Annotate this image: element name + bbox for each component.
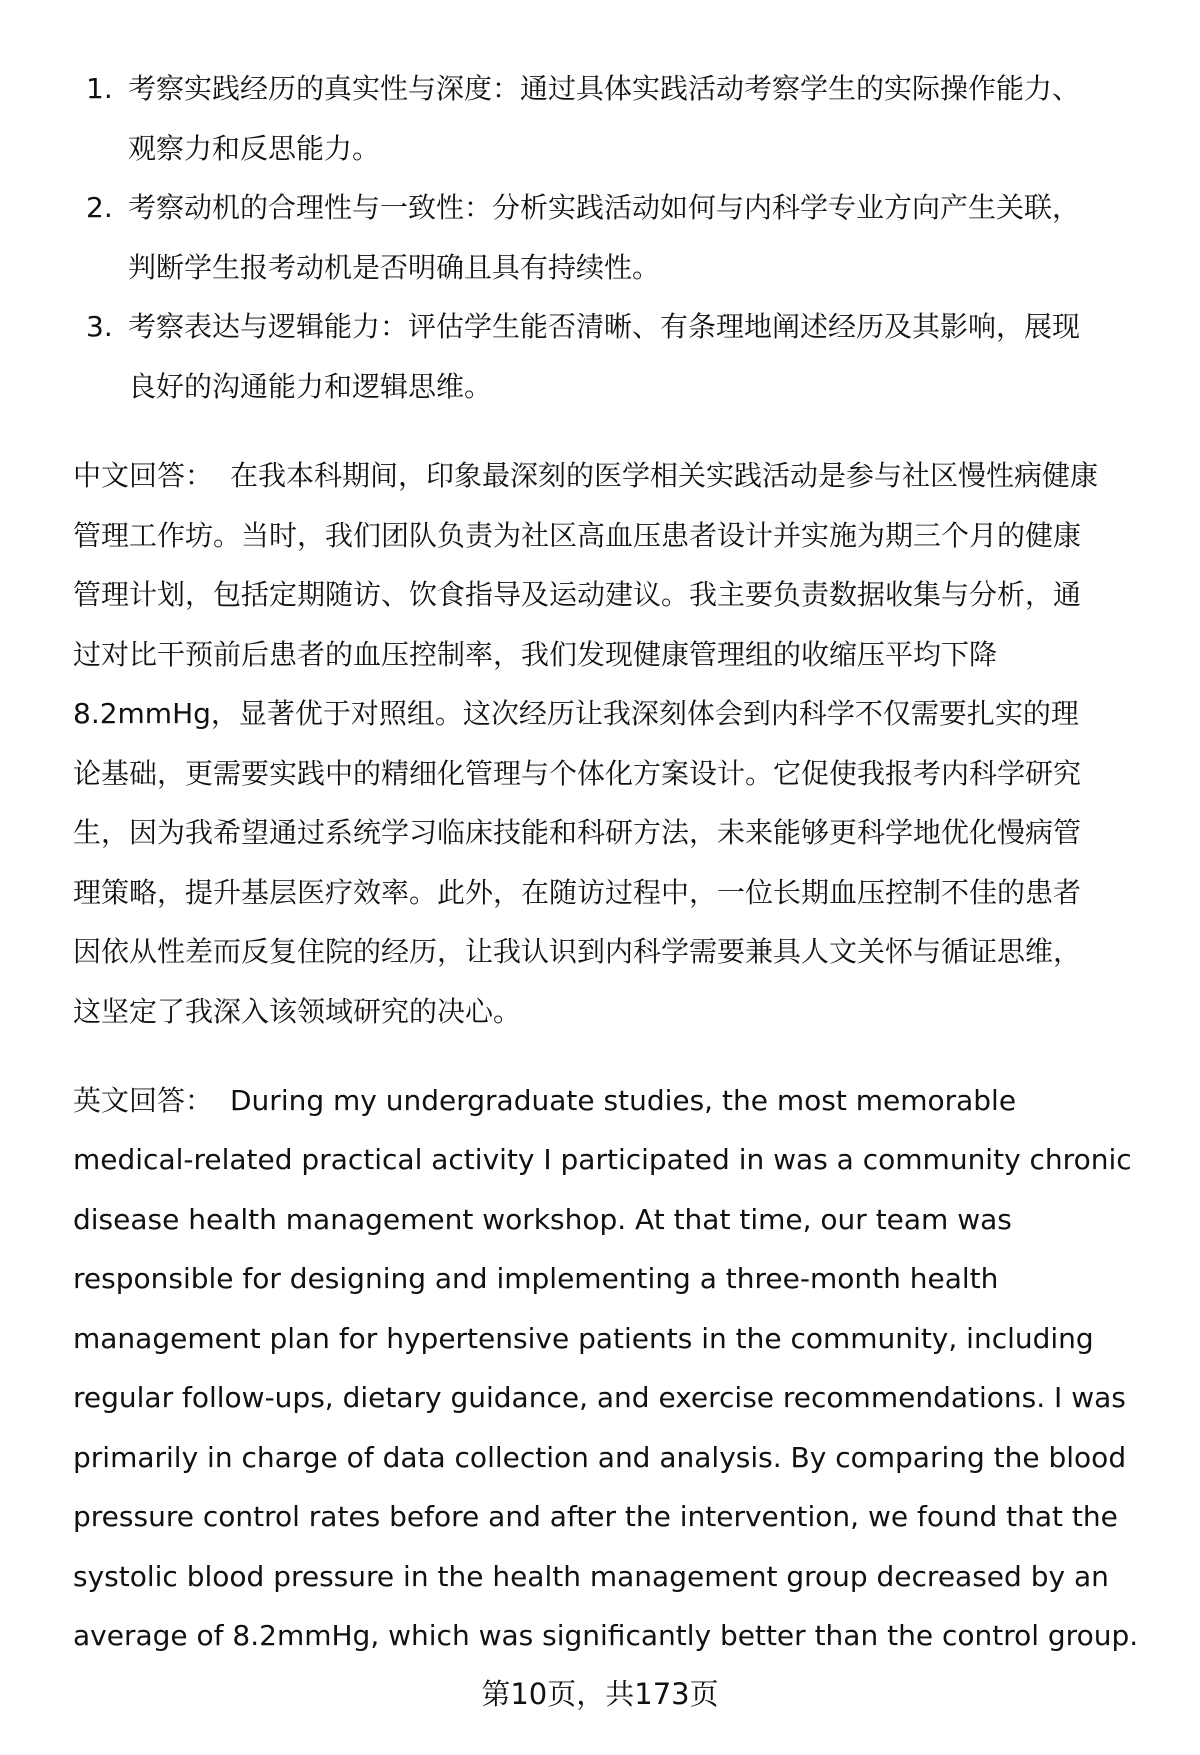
- paragraph-line: 在我本科期间，印象最深刻的医学相关实践活动是参与社区慢性病健康: [230, 459, 1099, 492]
- chinese-answer-label: 中文回答：: [73, 459, 214, 492]
- paragraph-line: 因依从性差而反复住院的经历，让我认识到内科学需要兼具人文关怀与循证思维，: [73, 935, 1082, 968]
- paragraph-line: 生，因为我希望通过系统学习临床技能和科研方法，未来能够更科学地优化慢病管: [73, 816, 1082, 849]
- paragraph-line: systolic blood pressure in the health management group decreased by an: [73, 1560, 1109, 1593]
- paragraph-line: 这坚定了我深入该领域研究的决心。: [73, 995, 522, 1028]
- paragraph-line: disease health management workshop. At that time, our team was: [73, 1203, 1012, 1236]
- list-number: 1.: [86, 72, 113, 105]
- list-item-text: 观察力和反思能力。: [128, 132, 381, 165]
- list-number: 3.: [86, 310, 113, 343]
- list-item-text: 考察实践经历的真实性与深度：通过具体实践活动考察学生的实际操作能力、: [128, 72, 1081, 105]
- list-item-text: 判断学生报考动机是否明确且具有持续性。: [128, 251, 661, 284]
- english-answer-label: 英文回答：: [73, 1084, 214, 1117]
- list-item-text: 考察动机的合理性与一致性：分析实践活动如何与内科学专业方向产生关联，: [128, 191, 1081, 224]
- page-number: 第10页，共173页: [481, 1677, 719, 1711]
- paragraph-line: 8.2mmHg，显著优于对照组。这次经历让我深刻体会到内科学不仅需要扎实的理: [73, 697, 1079, 730]
- paragraph-line: pressure control rates before and after the intervention, we found that the: [73, 1500, 1118, 1533]
- paragraph-line: 理策略，提升基层医疗效率。此外，在随访过程中，一位长期血压控制不佳的患者: [73, 876, 1082, 909]
- list-item-text: 良好的沟通能力和逻辑思维。: [128, 370, 493, 403]
- paragraph-line: medical-related practical activity I participated in was a community chronic: [73, 1143, 1132, 1176]
- paragraph-line: 管理计划，包括定期随访、饮食指导及运动建议。我主要负责数据收集与分析，通: [73, 578, 1082, 611]
- paragraph-line: primarily in charge of data collection and analysis. By comparing the blood: [73, 1441, 1127, 1474]
- paragraph-line: responsible for designing and implementing a three-month health: [73, 1262, 999, 1295]
- paragraph-line: 过对比干预前后患者的血压控制率，我们发现健康管理组的收缩压平均下降: [73, 638, 998, 671]
- paragraph-line: During my undergraduate studies, the most memorable: [230, 1084, 1017, 1117]
- paragraph-line: 管理工作坊。当时，我们团队负责为社区高血压患者设计并实施为期三个月的健康: [73, 519, 1082, 552]
- paragraph-line: regular follow-ups, dietary guidance, and exercise recommendations. I was: [73, 1381, 1126, 1414]
- paragraph-line: average of 8.2mmHg, which was significantly better than the control group.: [73, 1619, 1139, 1652]
- list-number: 2.: [86, 191, 113, 224]
- list-item-text: 考察表达与逻辑能力：评估学生能否清晰、有条理地阐述经历及其影响，展现: [128, 310, 1081, 343]
- paragraph-line: management plan for hypertensive patients in the community, including: [73, 1322, 1094, 1355]
- paragraph-line: 论基础，更需要实践中的精细化管理与个体化方案设计。它促使我报考内科学研究: [73, 757, 1082, 790]
